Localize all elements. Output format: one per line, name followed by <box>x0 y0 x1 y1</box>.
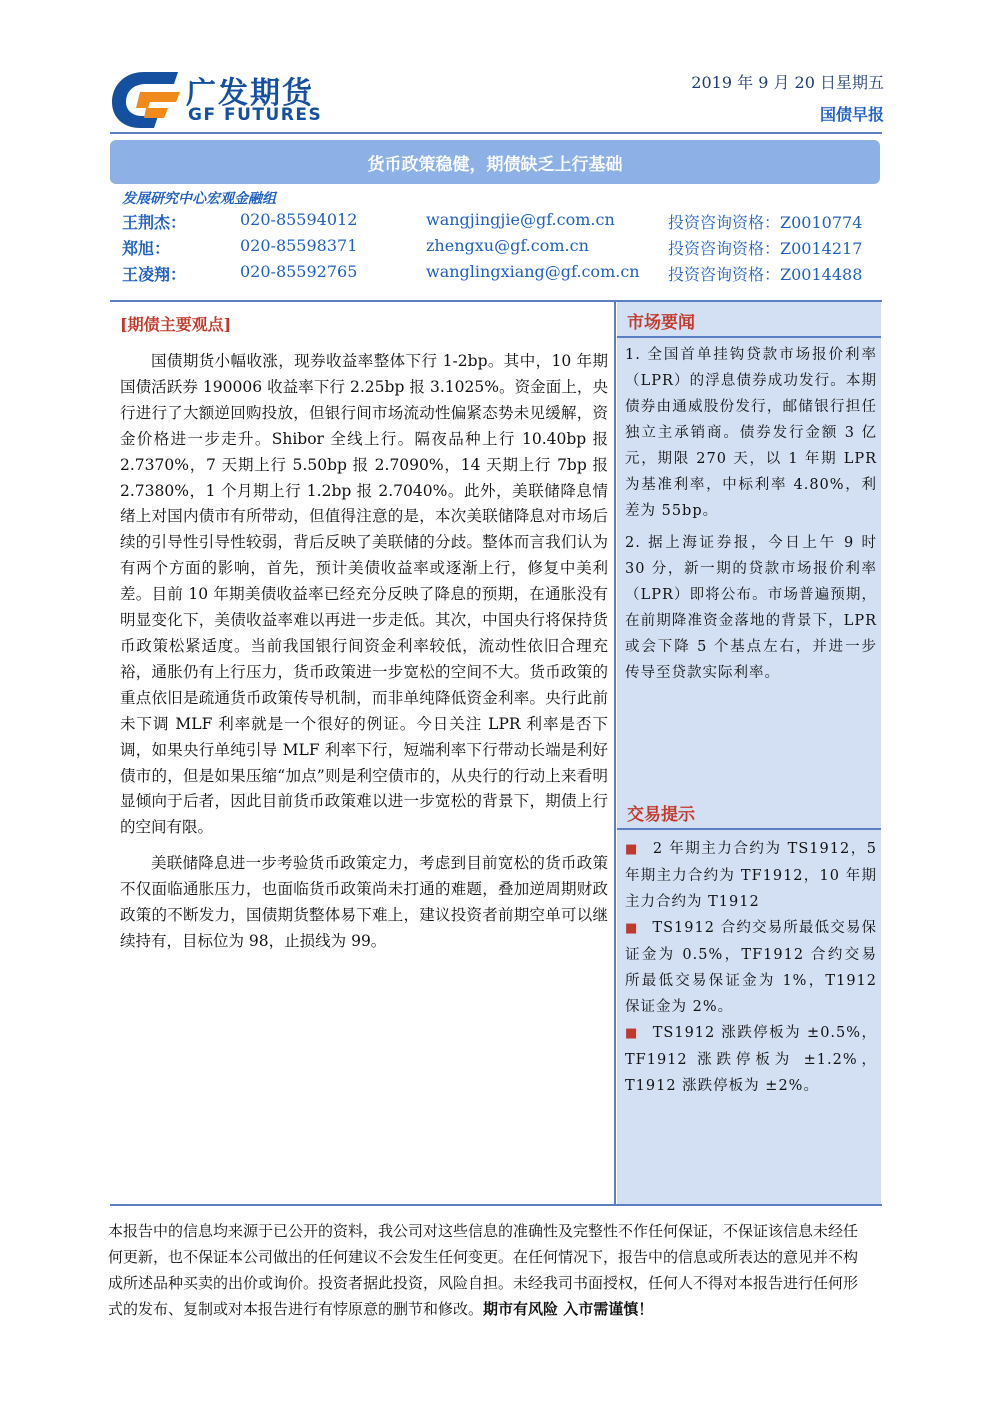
report-type: 国债早报 <box>819 105 884 124</box>
analyst-qualification: 投资咨询资格：Z0010774 <box>668 213 863 232</box>
disclaimer <box>108 1218 858 1322</box>
analyst-phone: 020-85598371 <box>240 236 358 255</box>
disclaimer-text: 本报告中的信息均来源于已公开的资料，我公司对这些信息的准确性及完整性不作任何保证，不保证该信息未经任何更新，也不保证本公司做出的任何建议不会发生任何变更。在任何情况下，报告中的信息或所表达的意见并不构成所述品种买卖的出价或询价。投资者据此投资，风险自担。未经我司书面授权，任何人不得对本报告进行任何形式的发布、复制或对本报告进行有悖原意的删节和修改。 <box>108 1222 859 1318</box>
main-paragraph: 美联储降息进一步考验货币政策定力，考虑到目前宽松的货币政策不仅面临通胀压力，也面临货币政策尚未打通的难题，叠加逆周期财政政策的不断发力，国债期货整体易下难上，建议投资者前期空单可以继续持有，目标位为 98，止损线为 99。 <box>120 854 608 950</box>
main-paragraph: 国债期货小幅收涨，现券收益率整体下行 1-2bp。其中，10 年期国债活跃券 190006 收益率下行 2.25bp 报 3.1025%。资金面上，央行进行了大额逆回购投放，但银行间市场流动性偏紧态势未见缓解，资金价格进一步走升。Shibor 全线上行。隔夜品种上行 10.40bp 报 2.7370%，7 天期上行 5.50bp 报 2.7090%，14 天期上行 7bp 报 2.7380%，1 个月期上行 1.2bp 报 2.7040%。此外，美联储降息情绪上对国内债市有所带动，但值得注意的是，本次美联储降息对市场后续的引导性引导性较弱，背后反映了美联储的分歧。整体而言我们认为有两个方面的影响，首先，预计美债收益率或逐渐上行，修复中美利差。目前 10 年期美债收益率已经充分反映了降息的预期，在通胀没有明显变化下，美债收益率难以再进一步走低。其次，中国央行将保持货币政策松紧适度。当前我国银行间资金利率较低，流动性依旧合理充裕，通胀仍有上行压力，货币政策进一步宽松的空间不大。货币政策的重点依旧是疏通货币政策传导机制，而非单纯降低资金利率。央行此前未下调 MLF 利率就是一个很好的例证。今日关注 LPR 利率是否下调，如果央行单纯引导 MLF 利率下行，短端利率下行带动长端是利好债市的，但是如果压缩“加点”则是利空债市的，从央行的行动上来看明显倾向于后者，因此目前货币政策难以进一步宽松的背景下，期债上行的空间有限。 <box>120 352 608 837</box>
news-item: 1. 全国首单挂钩贷款市场报价利率（LPR）的浮息债券成功发行。本期债券由通威股份发行，邮储银行担任独立主承销商。债券发行金额 3 亿元，期限 270 天，以 1 年期 LPR 为基准利率，中标利率 4.80%，利差为 55bp。 <box>625 347 877 519</box>
analyst-phone: 020-85592765 <box>240 262 358 281</box>
contact-row <box>122 236 882 262</box>
analyst-email[interactable]: wangjingjie@gf.com.cn <box>426 210 615 229</box>
square-bullet-icon: ■ <box>625 842 639 857</box>
brand-name-en: GF FUTURES <box>188 105 323 125</box>
tips-list <box>625 836 877 1099</box>
news-heading-rule <box>617 336 881 338</box>
analyst-email[interactable]: wanglingxiang@gf.com.cn <box>426 262 640 281</box>
square-bullet-icon: ■ <box>625 1026 639 1041</box>
tip-text: TS1912 涨跌停板为 ±0.5%，TF1912 涨跌停板为 ±1.2%，T1912 涨跌停板为 ±2%。 <box>625 1025 877 1094</box>
footer-divider <box>110 1204 882 1206</box>
analyst-name: 郑旭： <box>122 239 171 258</box>
report-title: 货币政策稳健，期债缺乏上行基础 <box>367 154 623 175</box>
tip-text: TS1912 合约交易所最低交易保证金为 0.5%，TF1912 合约交易所最低交易保证金为 1%，T1912 保证金为 2%。 <box>625 920 877 1015</box>
news-list <box>625 342 877 692</box>
main-heading: [期债主要观点] <box>120 315 232 334</box>
analyst-name: 王凌翔： <box>122 265 187 284</box>
team-name: 发展研究中心宏观金融组 <box>122 191 276 207</box>
tips-heading-rule <box>617 828 881 830</box>
tips-heading: 交易提示 <box>627 805 695 825</box>
contact-row <box>122 210 882 236</box>
tip-item <box>625 915 877 1020</box>
tip-item <box>625 836 877 915</box>
analyst-qualification: 投资咨询资格：Z0014217 <box>668 239 863 258</box>
analyst-email[interactable]: zhengxu@gf.com.cn <box>426 236 589 255</box>
header-divider <box>110 132 882 134</box>
analyst-phone: 020-85594012 <box>240 210 358 229</box>
tip-item <box>625 1020 877 1099</box>
analyst-qualification: 投资咨询资格：Z0014488 <box>668 265 863 284</box>
contact-row <box>122 262 882 288</box>
analyst-name: 王荆杰： <box>122 213 187 232</box>
tip-text: 2 年期主力合约为 TS1912，5 年期主力合约为 TF1912，10 年期主力合约为 T1912 <box>625 841 877 910</box>
title-banner <box>110 140 880 184</box>
square-bullet-icon: ■ <box>625 921 639 936</box>
column-divider <box>614 302 616 1204</box>
news-heading: 市场要闻 <box>627 313 695 333</box>
brand-name-cn: 广发期货 <box>186 76 314 111</box>
report-date: 2019 年 9 月 20 日星期五 <box>691 73 884 92</box>
risk-warning: 期市有风险 入市需谨慎！ <box>483 1300 654 1318</box>
logo-mark-icon <box>112 72 180 128</box>
news-item: 2. 据上海证券报，今日上午 9 时 30 分，新一期的贷款市场报价利率（LPR）即将公布。市场普遍预期，在前期降准资金落地的背景下，LPR 或会下降 5 个基点左右，并进一步传导至贷款实际利率。 <box>625 535 877 681</box>
main-views <box>120 312 608 965</box>
sidebar <box>617 302 881 1204</box>
